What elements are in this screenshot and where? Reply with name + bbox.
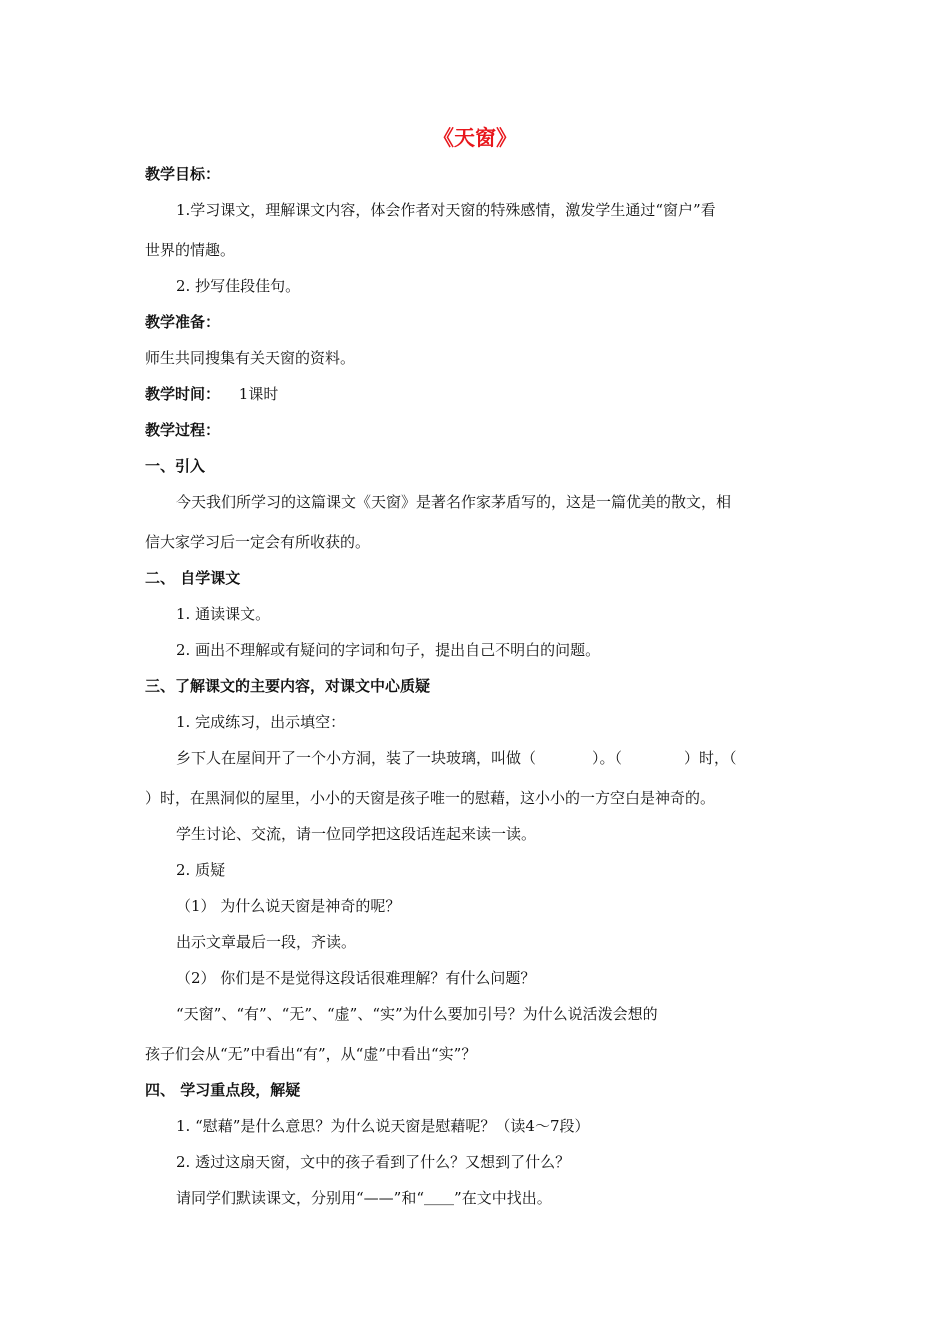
- section-2-item-2: 2. 画出不理解或有疑问的字词和句子，提出自己不明白的问题。: [176, 641, 601, 659]
- objectives-heading: 教学目标：: [145, 165, 221, 183]
- preparation-text: 师生共同搜集有关天窗的资料。: [145, 349, 356, 367]
- section-3-discuss: 学生讨论、交流，请一位同学把这段话连起来读一读。: [176, 825, 537, 843]
- time-heading: 教学时间：: [145, 385, 221, 403]
- section-1-text-line-2: 信大家学习后一定会有所收获的。: [145, 533, 371, 551]
- fill-blank-line-2: ）时，在黑洞似的屋里，小小的天窗是孩子唯一的慰藉，这小小的一方空白是神奇的。: [145, 789, 716, 807]
- question-1: （1） 为什么说天窗是神奇的呢？: [176, 897, 401, 915]
- objective-1-line-1: 1.学习课文，理解课文内容，体会作者对天窗的特殊感情，激发学生通过“窗户”看: [176, 201, 716, 219]
- question-2: （2） 你们是不是觉得这段话很难理解？有什么问题？: [176, 969, 536, 987]
- fill-blank-line-1: [176, 748, 737, 768]
- document-title: 《天窗》: [433, 126, 517, 150]
- section-4-task-part-a: 请同学们默读课文，分别用“——”和“: [176, 1189, 425, 1207]
- objective-2: 2. 抄写佳段佳句。: [176, 277, 301, 295]
- question-2-text-line-1: “天窗”、“有”、“无”、“虚”、“实”为什么要加引号？为什么说活泼会想的: [176, 1005, 658, 1023]
- question-2-text-line-2: 孩子们会从“无”中看出“有”，从“虚”中看出“实”？: [145, 1045, 477, 1063]
- fill-blank-part-a: 乡下人在屋间开了一个小方洞，装了一块玻璃，叫做（: [176, 749, 537, 767]
- section-4-item-1: 1. “慰藉”是什么意思？为什么说天窗是慰藉呢？（读4～7段）: [176, 1117, 590, 1135]
- section-4-task: [176, 1188, 552, 1208]
- objective-1-line-2: 世界的情趣。: [145, 241, 236, 259]
- fill-blank-part-b: ）。（: [592, 749, 623, 767]
- section-3-heading: 三、了解课文的主要内容，对课文中心质疑: [145, 677, 431, 695]
- section-4-item-2: 2. 透过这扇天窗，文中的孩子看到了什么？又想到了什么？: [176, 1153, 571, 1171]
- section-3-item-1: 1. 完成练习，出示填空：: [176, 713, 346, 731]
- section-2-item-1: 1. 通读课文。: [176, 605, 271, 623]
- time-line: [145, 384, 278, 404]
- section-3-item-2: 2. 质疑: [176, 861, 226, 879]
- section-1-heading: 一、引入: [145, 457, 206, 475]
- section-1-text-line-1: 今天我们所学习的这篇课文《天窗》是著名作家茅盾写的，这是一篇优美的散文，相: [176, 493, 732, 511]
- section-2-heading: 二、 自学课文: [145, 569, 241, 587]
- process-heading: 教学过程：: [145, 421, 221, 439]
- question-1-answer: 出示文章最后一段，齐读。: [176, 933, 357, 951]
- underline-mark: ＿＿: [424, 1189, 455, 1207]
- fill-blank-part-c: ）时，（: [684, 749, 737, 767]
- preparation-heading: 教学准备：: [145, 313, 221, 331]
- section-4-task-part-b: ”在文中找出。: [454, 1189, 552, 1207]
- time-value: 1课时: [238, 385, 279, 403]
- section-4-heading: 四、 学习重点段，解疑: [145, 1081, 301, 1099]
